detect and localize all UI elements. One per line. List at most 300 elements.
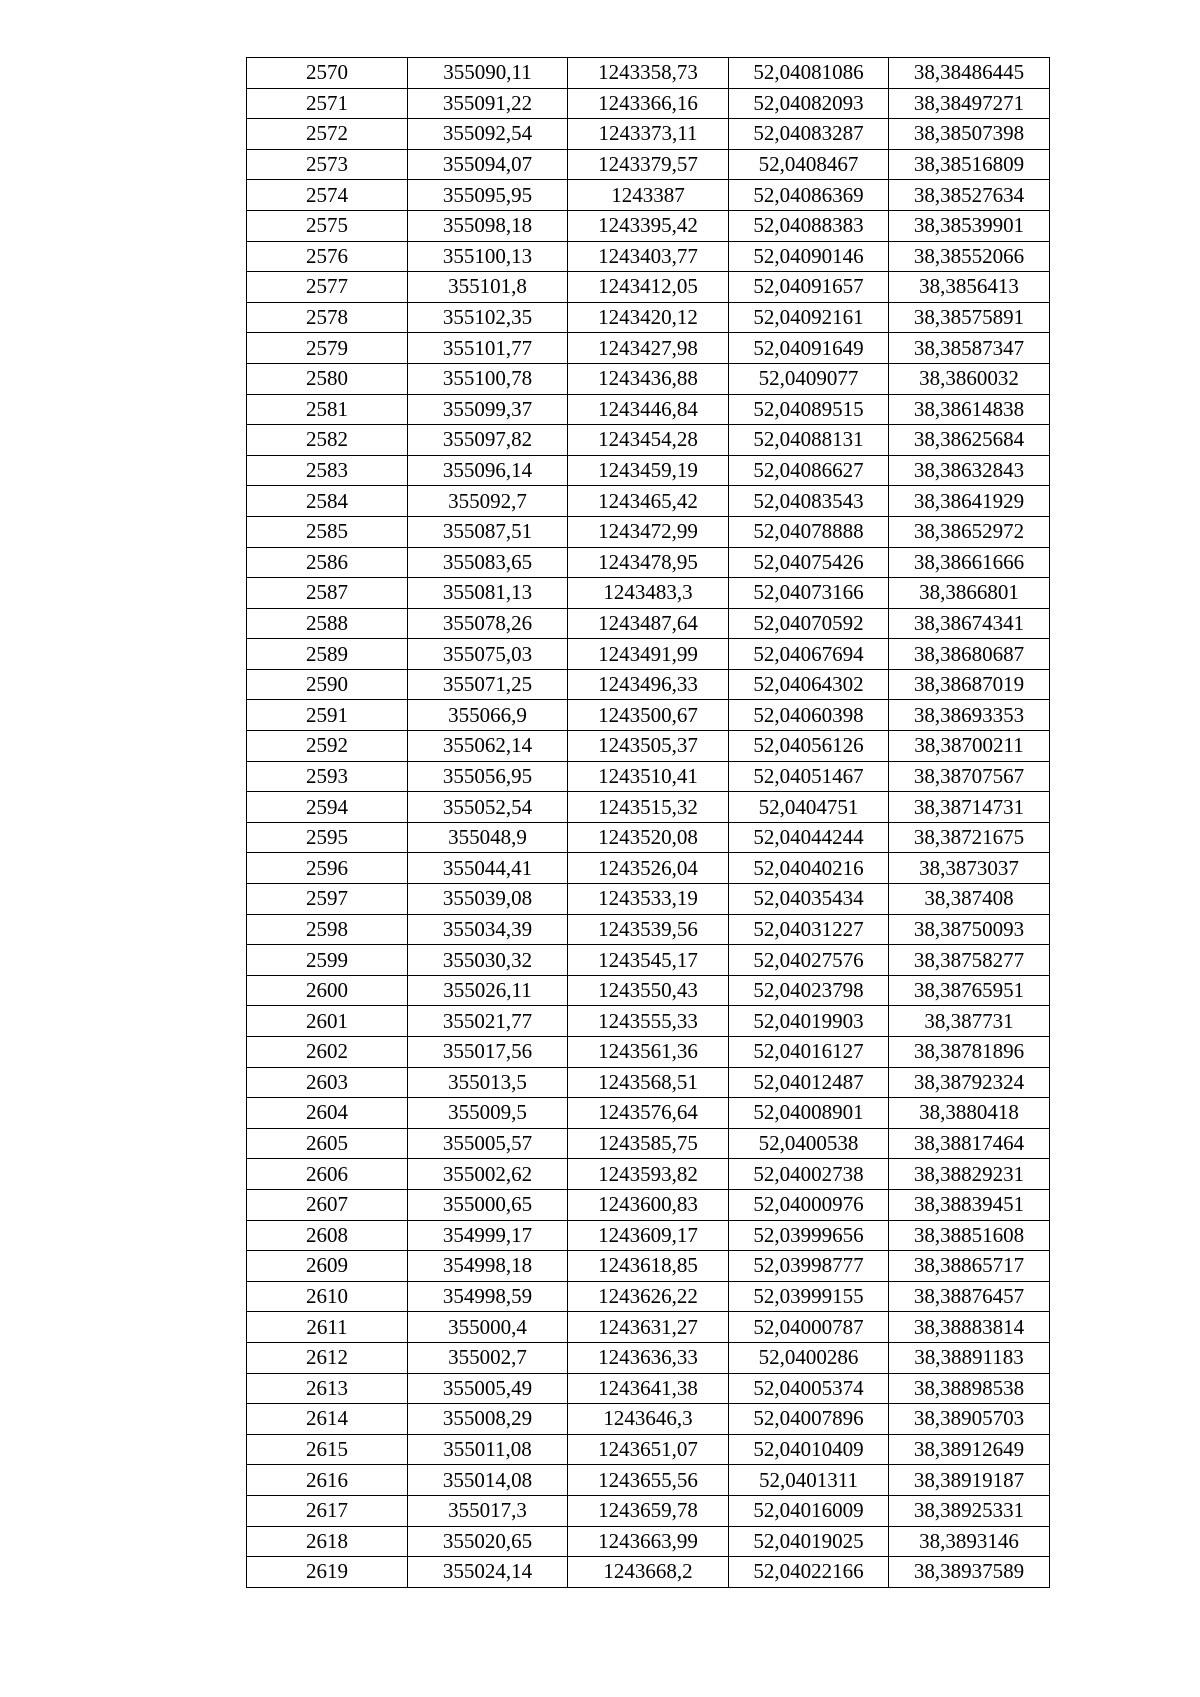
y-coordinate-cell: 1243366,16 (568, 88, 729, 119)
x-coordinate-cell: 355066,9 (408, 700, 568, 731)
x-coordinate-cell: 355102,35 (408, 302, 568, 333)
table-row (247, 455, 1050, 486)
table-row (247, 149, 1050, 180)
y-coordinate-cell: 1243600,83 (568, 1189, 729, 1220)
x-coordinate-cell: 355014,08 (408, 1465, 568, 1496)
x-coordinate-cell: 355092,7 (408, 486, 568, 517)
point-number-cell: 2578 (247, 302, 408, 333)
table-row (247, 516, 1050, 547)
y-coordinate-cell: 1243668,2 (568, 1557, 729, 1588)
point-number-cell: 2615 (247, 1434, 408, 1465)
x-coordinate-cell: 355100,13 (408, 241, 568, 272)
x-coordinate-cell: 355056,95 (408, 761, 568, 792)
point-number-cell: 2598 (247, 914, 408, 945)
longitude-cell: 38,38700211 (889, 731, 1050, 762)
x-coordinate-cell: 355071,25 (408, 669, 568, 700)
x-coordinate-cell: 355101,8 (408, 272, 568, 303)
longitude-cell: 38,38497271 (889, 88, 1050, 119)
y-coordinate-cell: 1243520,08 (568, 822, 729, 853)
table-row (247, 1557, 1050, 1588)
point-number-cell: 2584 (247, 486, 408, 517)
longitude-cell: 38,38925331 (889, 1495, 1050, 1526)
latitude-cell: 52,04091657 (729, 272, 889, 303)
longitude-cell: 38,38516809 (889, 149, 1050, 180)
x-coordinate-cell: 355094,07 (408, 149, 568, 180)
latitude-cell: 52,04019025 (729, 1526, 889, 1557)
table-row (247, 425, 1050, 456)
y-coordinate-cell: 1243585,75 (568, 1128, 729, 1159)
coordinates-table (246, 57, 1050, 1588)
table-row (247, 272, 1050, 303)
point-number-cell: 2592 (247, 731, 408, 762)
longitude-cell: 38,38527634 (889, 180, 1050, 211)
latitude-cell: 52,04002738 (729, 1159, 889, 1190)
x-coordinate-cell: 355009,5 (408, 1098, 568, 1129)
x-coordinate-cell: 355008,29 (408, 1404, 568, 1435)
x-coordinate-cell: 355017,56 (408, 1037, 568, 1068)
latitude-cell: 52,04090146 (729, 241, 889, 272)
table-row (247, 1006, 1050, 1037)
point-number-cell: 2577 (247, 272, 408, 303)
longitude-cell: 38,387408 (889, 884, 1050, 915)
y-coordinate-cell: 1243655,56 (568, 1465, 729, 1496)
latitude-cell: 52,04008901 (729, 1098, 889, 1129)
y-coordinate-cell: 1243651,07 (568, 1434, 729, 1465)
y-coordinate-cell: 1243459,19 (568, 455, 729, 486)
point-number-cell: 2579 (247, 333, 408, 364)
longitude-cell: 38,38758277 (889, 945, 1050, 976)
point-number-cell: 2574 (247, 180, 408, 211)
table-row (247, 1189, 1050, 1220)
longitude-cell: 38,38865717 (889, 1251, 1050, 1282)
latitude-cell: 52,04086627 (729, 455, 889, 486)
y-coordinate-cell: 1243663,99 (568, 1526, 729, 1557)
longitude-cell: 38,3856413 (889, 272, 1050, 303)
y-coordinate-cell: 1243568,51 (568, 1067, 729, 1098)
latitude-cell: 52,04056126 (729, 731, 889, 762)
table-row (247, 1434, 1050, 1465)
point-number-cell: 2595 (247, 822, 408, 853)
y-coordinate-cell: 1243631,27 (568, 1312, 729, 1343)
latitude-cell: 52,0400286 (729, 1342, 889, 1373)
point-number-cell: 2585 (247, 516, 408, 547)
y-coordinate-cell: 1243500,67 (568, 700, 729, 731)
y-coordinate-cell: 1243626,22 (568, 1281, 729, 1312)
point-number-cell: 2619 (247, 1557, 408, 1588)
longitude-cell: 38,38891183 (889, 1342, 1050, 1373)
longitude-cell: 38,38721675 (889, 822, 1050, 853)
x-coordinate-cell: 354998,59 (408, 1281, 568, 1312)
table-row (247, 180, 1050, 211)
longitude-cell: 38,38781896 (889, 1037, 1050, 1068)
longitude-cell: 38,38829231 (889, 1159, 1050, 1190)
latitude-cell: 52,04060398 (729, 700, 889, 731)
latitude-cell: 52,04000787 (729, 1312, 889, 1343)
point-number-cell: 2600 (247, 975, 408, 1006)
point-number-cell: 2604 (247, 1098, 408, 1129)
coordinates-table-body (247, 58, 1050, 1588)
latitude-cell: 52,04064302 (729, 669, 889, 700)
latitude-cell: 52,0404751 (729, 792, 889, 823)
latitude-cell: 52,04044244 (729, 822, 889, 853)
y-coordinate-cell: 1243550,43 (568, 975, 729, 1006)
longitude-cell: 38,38912649 (889, 1434, 1050, 1465)
point-number-cell: 2594 (247, 792, 408, 823)
latitude-cell: 52,04089515 (729, 394, 889, 425)
table-row (247, 1220, 1050, 1251)
y-coordinate-cell: 1243358,73 (568, 58, 729, 89)
x-coordinate-cell: 355052,54 (408, 792, 568, 823)
longitude-cell: 38,38587347 (889, 333, 1050, 364)
longitude-cell: 38,38750093 (889, 914, 1050, 945)
point-number-cell: 2614 (247, 1404, 408, 1435)
table-row (247, 1342, 1050, 1373)
point-number-cell: 2591 (247, 700, 408, 731)
y-coordinate-cell: 1243379,57 (568, 149, 729, 180)
table-row (247, 210, 1050, 241)
x-coordinate-cell: 355039,08 (408, 884, 568, 915)
longitude-cell: 38,3860032 (889, 363, 1050, 394)
table-row (247, 241, 1050, 272)
point-number-cell: 2575 (247, 210, 408, 241)
latitude-cell: 52,04088131 (729, 425, 889, 456)
x-coordinate-cell: 355078,26 (408, 608, 568, 639)
latitude-cell: 52,04019903 (729, 1006, 889, 1037)
x-coordinate-cell: 355000,65 (408, 1189, 568, 1220)
x-coordinate-cell: 355096,14 (408, 455, 568, 486)
point-number-cell: 2609 (247, 1251, 408, 1282)
x-coordinate-cell: 355098,18 (408, 210, 568, 241)
y-coordinate-cell: 1243395,42 (568, 210, 729, 241)
point-number-cell: 2610 (247, 1281, 408, 1312)
table-row (247, 700, 1050, 731)
y-coordinate-cell: 1243465,42 (568, 486, 729, 517)
x-coordinate-cell: 355044,41 (408, 853, 568, 884)
x-coordinate-cell: 355062,14 (408, 731, 568, 762)
x-coordinate-cell: 355095,95 (408, 180, 568, 211)
longitude-cell: 38,387731 (889, 1006, 1050, 1037)
x-coordinate-cell: 355026,11 (408, 975, 568, 1006)
y-coordinate-cell: 1243659,78 (568, 1495, 729, 1526)
longitude-cell: 38,38839451 (889, 1189, 1050, 1220)
longitude-cell: 38,38792324 (889, 1067, 1050, 1098)
x-coordinate-cell: 355017,3 (408, 1495, 568, 1526)
point-number-cell: 2613 (247, 1373, 408, 1404)
longitude-cell: 38,38905703 (889, 1404, 1050, 1435)
latitude-cell: 52,04083287 (729, 119, 889, 150)
point-number-cell: 2588 (247, 608, 408, 639)
point-number-cell: 2601 (247, 1006, 408, 1037)
latitude-cell: 52,04016127 (729, 1037, 889, 1068)
point-number-cell: 2581 (247, 394, 408, 425)
y-coordinate-cell: 1243555,33 (568, 1006, 729, 1037)
table-row (247, 853, 1050, 884)
y-coordinate-cell: 1243436,88 (568, 363, 729, 394)
point-number-cell: 2570 (247, 58, 408, 89)
latitude-cell: 52,03999656 (729, 1220, 889, 1251)
table-row (247, 119, 1050, 150)
point-number-cell: 2587 (247, 578, 408, 609)
table-row (247, 394, 1050, 425)
y-coordinate-cell: 1243487,64 (568, 608, 729, 639)
table-row (247, 1312, 1050, 1343)
table-row (247, 1067, 1050, 1098)
table-row (247, 608, 1050, 639)
longitude-cell: 38,38632843 (889, 455, 1050, 486)
longitude-cell: 38,38641929 (889, 486, 1050, 517)
latitude-cell: 52,03998777 (729, 1251, 889, 1282)
y-coordinate-cell: 1243427,98 (568, 333, 729, 364)
longitude-cell: 38,38625684 (889, 425, 1050, 456)
latitude-cell: 52,0408467 (729, 149, 889, 180)
x-coordinate-cell: 355005,57 (408, 1128, 568, 1159)
point-number-cell: 2572 (247, 119, 408, 150)
longitude-cell: 38,38817464 (889, 1128, 1050, 1159)
y-coordinate-cell: 1243387 (568, 180, 729, 211)
longitude-cell: 38,38652972 (889, 516, 1050, 547)
latitude-cell: 52,04016009 (729, 1495, 889, 1526)
latitude-cell: 52,04022166 (729, 1557, 889, 1588)
latitude-cell: 52,04007896 (729, 1404, 889, 1435)
point-number-cell: 2597 (247, 884, 408, 915)
latitude-cell: 52,0401311 (729, 1465, 889, 1496)
latitude-cell: 52,0400538 (729, 1128, 889, 1159)
x-coordinate-cell: 354999,17 (408, 1220, 568, 1251)
table-row (247, 1128, 1050, 1159)
point-number-cell: 2580 (247, 363, 408, 394)
x-coordinate-cell: 355021,77 (408, 1006, 568, 1037)
latitude-cell: 52,04035434 (729, 884, 889, 915)
latitude-cell: 52,04088383 (729, 210, 889, 241)
latitude-cell: 52,04012487 (729, 1067, 889, 1098)
table-row (247, 1098, 1050, 1129)
x-coordinate-cell: 355092,54 (408, 119, 568, 150)
x-coordinate-cell: 355097,82 (408, 425, 568, 456)
x-coordinate-cell: 355075,03 (408, 639, 568, 670)
table-row (247, 1037, 1050, 1068)
table-row (247, 914, 1050, 945)
x-coordinate-cell: 355099,37 (408, 394, 568, 425)
latitude-cell: 52,04005374 (729, 1373, 889, 1404)
x-coordinate-cell: 355030,32 (408, 945, 568, 976)
x-coordinate-cell: 355000,4 (408, 1312, 568, 1343)
point-number-cell: 2618 (247, 1526, 408, 1557)
y-coordinate-cell: 1243412,05 (568, 272, 729, 303)
latitude-cell: 52,0409077 (729, 363, 889, 394)
x-coordinate-cell: 355002,62 (408, 1159, 568, 1190)
point-number-cell: 2605 (247, 1128, 408, 1159)
x-coordinate-cell: 355005,49 (408, 1373, 568, 1404)
longitude-cell: 38,38575891 (889, 302, 1050, 333)
x-coordinate-cell: 355081,13 (408, 578, 568, 609)
table-row (247, 1404, 1050, 1435)
point-number-cell: 2617 (247, 1495, 408, 1526)
point-number-cell: 2589 (247, 639, 408, 670)
y-coordinate-cell: 1243420,12 (568, 302, 729, 333)
point-number-cell: 2590 (247, 669, 408, 700)
longitude-cell: 38,38765951 (889, 975, 1050, 1006)
table-row (247, 1526, 1050, 1557)
table-row (247, 761, 1050, 792)
table-row (247, 669, 1050, 700)
longitude-cell: 38,38661666 (889, 547, 1050, 578)
latitude-cell: 52,04023798 (729, 975, 889, 1006)
latitude-cell: 52,04078888 (729, 516, 889, 547)
point-number-cell: 2582 (247, 425, 408, 456)
y-coordinate-cell: 1243533,19 (568, 884, 729, 915)
x-coordinate-cell: 355024,14 (408, 1557, 568, 1588)
longitude-cell: 38,3880418 (889, 1098, 1050, 1129)
longitude-cell: 38,38687019 (889, 669, 1050, 700)
y-coordinate-cell: 1243505,37 (568, 731, 729, 762)
latitude-cell: 52,04092161 (729, 302, 889, 333)
x-coordinate-cell: 355101,77 (408, 333, 568, 364)
x-coordinate-cell: 355087,51 (408, 516, 568, 547)
table-row (247, 1373, 1050, 1404)
longitude-cell: 38,38919187 (889, 1465, 1050, 1496)
latitude-cell: 52,04000976 (729, 1189, 889, 1220)
y-coordinate-cell: 1243593,82 (568, 1159, 729, 1190)
latitude-cell: 52,03999155 (729, 1281, 889, 1312)
longitude-cell: 38,38937589 (889, 1557, 1050, 1588)
table-row (247, 884, 1050, 915)
point-number-cell: 2596 (247, 853, 408, 884)
y-coordinate-cell: 1243545,17 (568, 945, 729, 976)
longitude-cell: 38,38539901 (889, 210, 1050, 241)
y-coordinate-cell: 1243646,3 (568, 1404, 729, 1435)
y-coordinate-cell: 1243446,84 (568, 394, 729, 425)
latitude-cell: 52,04070592 (729, 608, 889, 639)
longitude-cell: 38,38707567 (889, 761, 1050, 792)
x-coordinate-cell: 355100,78 (408, 363, 568, 394)
y-coordinate-cell: 1243641,38 (568, 1373, 729, 1404)
point-number-cell: 2571 (247, 88, 408, 119)
longitude-cell: 38,38714731 (889, 792, 1050, 823)
latitude-cell: 52,04082093 (729, 88, 889, 119)
table-row (247, 302, 1050, 333)
table-row (247, 975, 1050, 1006)
point-number-cell: 2608 (247, 1220, 408, 1251)
table-row (247, 792, 1050, 823)
point-number-cell: 2603 (247, 1067, 408, 1098)
longitude-cell: 38,38507398 (889, 119, 1050, 150)
table-row (247, 578, 1050, 609)
table-row (247, 486, 1050, 517)
point-number-cell: 2616 (247, 1465, 408, 1496)
longitude-cell: 38,38898538 (889, 1373, 1050, 1404)
point-number-cell: 2612 (247, 1342, 408, 1373)
point-number-cell: 2602 (247, 1037, 408, 1068)
y-coordinate-cell: 1243539,56 (568, 914, 729, 945)
y-coordinate-cell: 1243483,3 (568, 578, 729, 609)
latitude-cell: 52,04086369 (729, 180, 889, 211)
y-coordinate-cell: 1243403,77 (568, 241, 729, 272)
longitude-cell: 38,38674341 (889, 608, 1050, 639)
point-number-cell: 2599 (247, 945, 408, 976)
x-coordinate-cell: 355083,65 (408, 547, 568, 578)
x-coordinate-cell: 355048,9 (408, 822, 568, 853)
y-coordinate-cell: 1243609,17 (568, 1220, 729, 1251)
table-row (247, 58, 1050, 89)
table-row (247, 731, 1050, 762)
y-coordinate-cell: 1243618,85 (568, 1251, 729, 1282)
point-number-cell: 2586 (247, 547, 408, 578)
y-coordinate-cell: 1243373,11 (568, 119, 729, 150)
x-coordinate-cell: 355002,7 (408, 1342, 568, 1373)
x-coordinate-cell: 355034,39 (408, 914, 568, 945)
y-coordinate-cell: 1243561,36 (568, 1037, 729, 1068)
y-coordinate-cell: 1243472,99 (568, 516, 729, 547)
table-row (247, 822, 1050, 853)
longitude-cell: 38,38693353 (889, 700, 1050, 731)
table-row (247, 945, 1050, 976)
point-number-cell: 2576 (247, 241, 408, 272)
longitude-cell: 38,3866801 (889, 578, 1050, 609)
latitude-cell: 52,04083543 (729, 486, 889, 517)
longitude-cell: 38,3873037 (889, 853, 1050, 884)
y-coordinate-cell: 1243526,04 (568, 853, 729, 884)
longitude-cell: 38,38552066 (889, 241, 1050, 272)
table-row (247, 639, 1050, 670)
y-coordinate-cell: 1243510,41 (568, 761, 729, 792)
latitude-cell: 52,04075426 (729, 547, 889, 578)
latitude-cell: 52,04051467 (729, 761, 889, 792)
x-coordinate-cell: 355013,5 (408, 1067, 568, 1098)
x-coordinate-cell: 355011,08 (408, 1434, 568, 1465)
latitude-cell: 52,04081086 (729, 58, 889, 89)
longitude-cell: 38,38851608 (889, 1220, 1050, 1251)
table-row (247, 363, 1050, 394)
y-coordinate-cell: 1243515,32 (568, 792, 729, 823)
y-coordinate-cell: 1243491,99 (568, 639, 729, 670)
longitude-cell: 38,38680687 (889, 639, 1050, 670)
latitude-cell: 52,04010409 (729, 1434, 889, 1465)
y-coordinate-cell: 1243636,33 (568, 1342, 729, 1373)
longitude-cell: 38,38614838 (889, 394, 1050, 425)
table-row (247, 1495, 1050, 1526)
point-number-cell: 2573 (247, 149, 408, 180)
point-number-cell: 2607 (247, 1189, 408, 1220)
table-row (247, 1159, 1050, 1190)
longitude-cell: 38,38883814 (889, 1312, 1050, 1343)
latitude-cell: 52,04091649 (729, 333, 889, 364)
latitude-cell: 52,04031227 (729, 914, 889, 945)
x-coordinate-cell: 354998,18 (408, 1251, 568, 1282)
point-number-cell: 2593 (247, 761, 408, 792)
y-coordinate-cell: 1243576,64 (568, 1098, 729, 1129)
table-row (247, 1251, 1050, 1282)
longitude-cell: 38,3893146 (889, 1526, 1050, 1557)
longitude-cell: 38,38486445 (889, 58, 1050, 89)
y-coordinate-cell: 1243454,28 (568, 425, 729, 456)
latitude-cell: 52,04067694 (729, 639, 889, 670)
y-coordinate-cell: 1243496,33 (568, 669, 729, 700)
table-row (247, 1281, 1050, 1312)
point-number-cell: 2606 (247, 1159, 408, 1190)
table-row (247, 88, 1050, 119)
table-row (247, 547, 1050, 578)
latitude-cell: 52,04027576 (729, 945, 889, 976)
latitude-cell: 52,04040216 (729, 853, 889, 884)
point-number-cell: 2583 (247, 455, 408, 486)
point-number-cell: 2611 (247, 1312, 408, 1343)
table-row (247, 1465, 1050, 1496)
longitude-cell: 38,38876457 (889, 1281, 1050, 1312)
table-row (247, 333, 1050, 364)
x-coordinate-cell: 355090,11 (408, 58, 568, 89)
y-coordinate-cell: 1243478,95 (568, 547, 729, 578)
x-coordinate-cell: 355091,22 (408, 88, 568, 119)
